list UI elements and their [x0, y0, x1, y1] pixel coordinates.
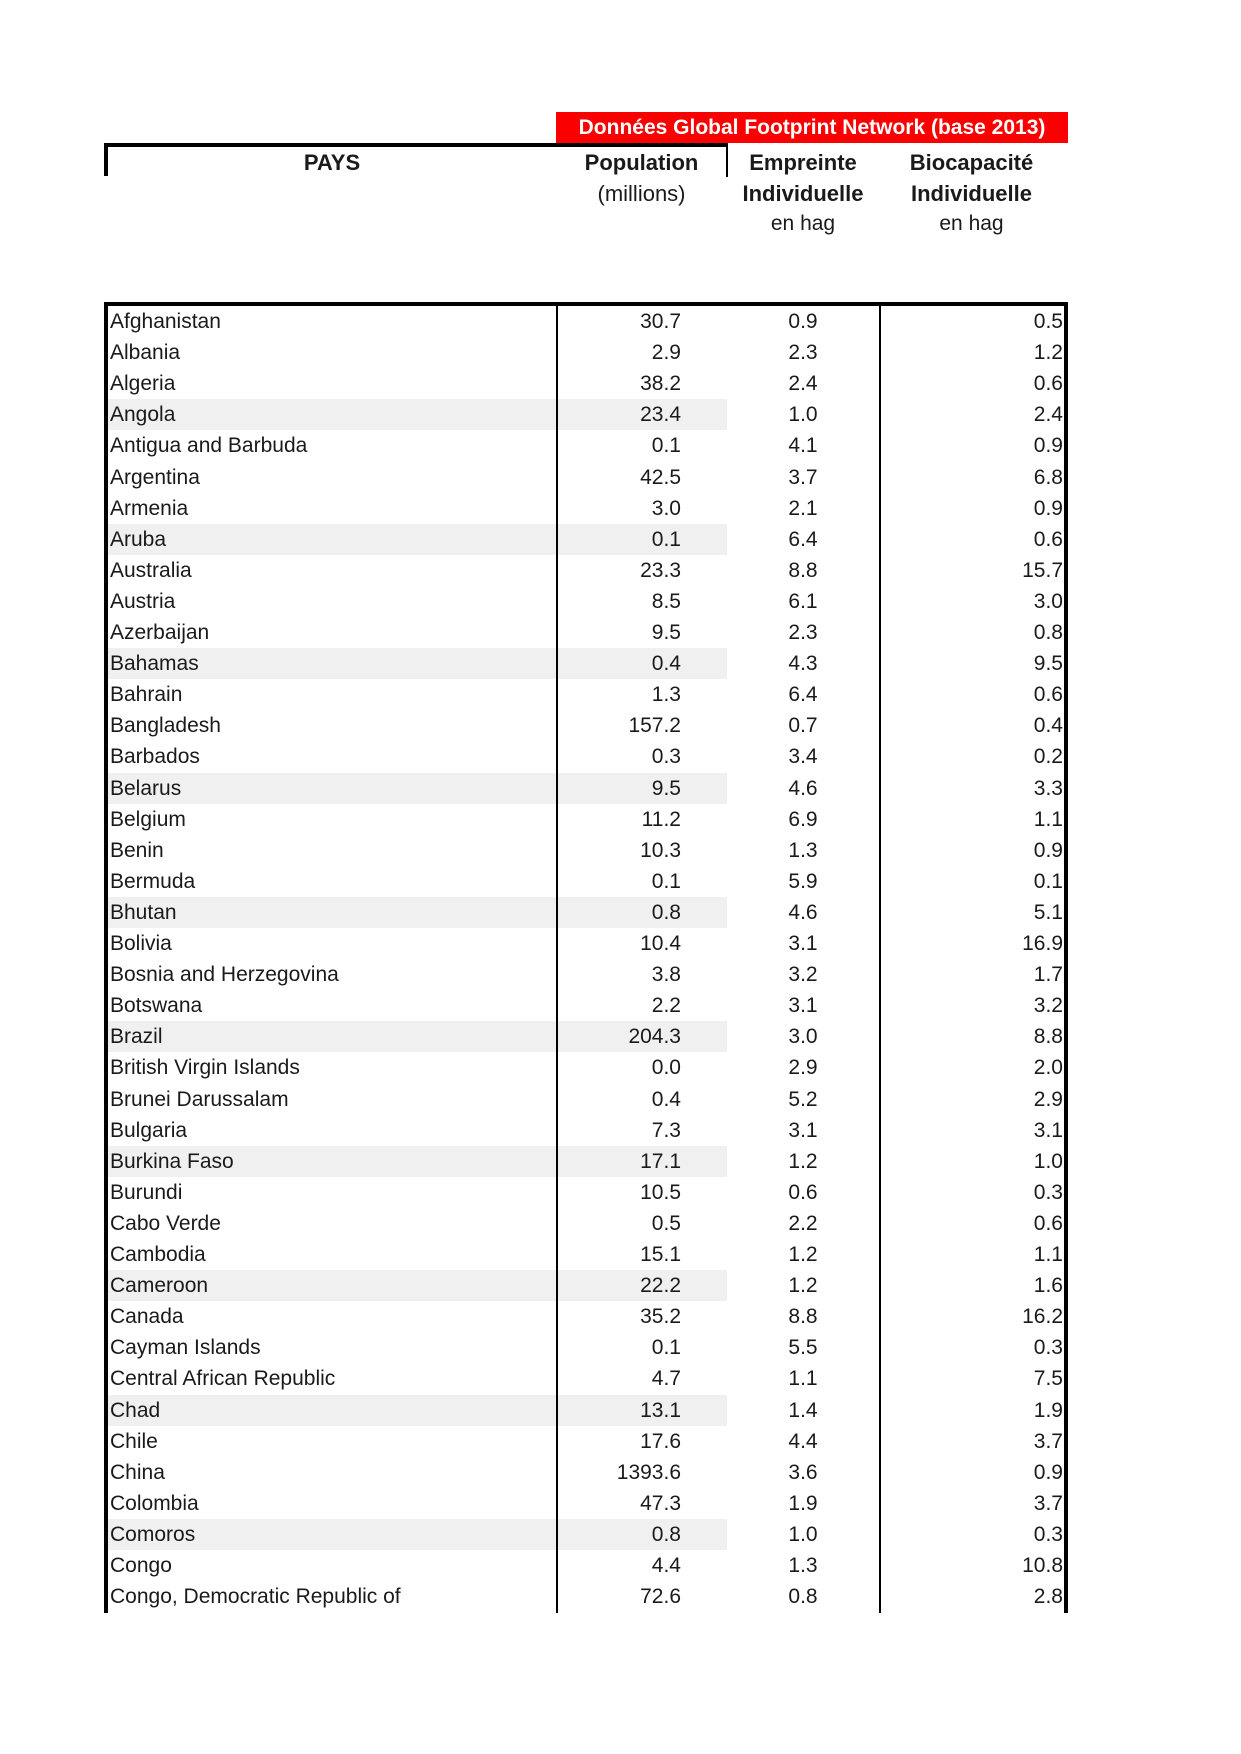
- population-cell: 0.1: [651, 1336, 681, 1360]
- population-cell: 3.8: [651, 963, 681, 987]
- biocapacite-cell: 9.5: [1033, 652, 1063, 676]
- table-divider-empreinte-biocapacite: [879, 306, 881, 1613]
- empreinte-cell: 1.1: [788, 1367, 818, 1391]
- table-row: [104, 679, 1068, 710]
- empreinte-cell: 6.1: [788, 589, 818, 613]
- empreinte-cell: 1.4: [788, 1398, 818, 1422]
- biocapacite-cell: 3.7: [1033, 1491, 1063, 1515]
- country-cell: Colombia: [110, 1491, 199, 1515]
- table-row: [104, 959, 1068, 990]
- empreinte-cell: 2.9: [788, 1056, 818, 1080]
- population-cell: 9.5: [651, 776, 681, 800]
- country-cell: Bangladesh: [110, 714, 221, 738]
- country-cell: Cameroon: [110, 1274, 209, 1298]
- table-row: [104, 1021, 1068, 1052]
- country-cell: British Virgin Islands: [110, 1056, 300, 1080]
- empreinte-cell: 4.6: [788, 900, 818, 924]
- country-cell: Belgium: [110, 807, 186, 831]
- table-border-right: [1064, 302, 1068, 1613]
- biocapacite-cell: 1.0: [1033, 1149, 1063, 1173]
- table-row: [104, 586, 1068, 617]
- empreinte-cell: 1.2: [788, 1149, 818, 1173]
- column-header-population: Population: [584, 150, 699, 175]
- population-cell: 30.7: [640, 310, 681, 333]
- biocapacite-cell: 0.1: [1033, 869, 1063, 893]
- country-cell: Burkina Faso: [110, 1149, 234, 1173]
- biocapacite-cell: 0.9: [1033, 838, 1063, 862]
- table-row: [104, 1488, 1068, 1519]
- biocapacite-cell: 10.8: [1022, 1554, 1063, 1577]
- column-subheader-population-millions: (millions): [597, 181, 686, 206]
- table-row: [104, 1301, 1068, 1332]
- table-row: [104, 1457, 1068, 1488]
- empreinte-cell: 8.8: [788, 1305, 818, 1329]
- population-cell: 11.2: [641, 807, 681, 831]
- table-divider-pays-population: [556, 306, 558, 1613]
- biocapacite-cell: 3.7: [1033, 1429, 1063, 1453]
- country-cell: Botswana: [110, 994, 203, 1018]
- table-row: [104, 1239, 1068, 1270]
- country-cell: Angola: [110, 403, 176, 427]
- table-row: [104, 368, 1068, 399]
- country-cell: Azerbaijan: [110, 621, 210, 644]
- empreinte-cell: 6.4: [788, 683, 818, 707]
- column-header-biocapacite: Biocapacité: [909, 150, 1034, 175]
- empreinte-cell: 5.2: [788, 1087, 818, 1111]
- biocapacite-cell: 1.7: [1033, 963, 1063, 987]
- biocapacite-cell: 0.6: [1033, 683, 1063, 707]
- table-row: [104, 648, 1068, 679]
- empreinte-cell: 2.3: [788, 341, 818, 365]
- population-cell: 17.1: [640, 1149, 681, 1173]
- population-cell: 0.3: [651, 745, 681, 769]
- table-row: [104, 1426, 1068, 1457]
- country-cell: Chile: [110, 1429, 158, 1453]
- biocapacite-cell: 0.5: [1033, 310, 1063, 333]
- empreinte-cell: 2.1: [788, 496, 818, 520]
- population-cell: 0.1: [651, 527, 681, 551]
- header-top-border: [104, 143, 728, 147]
- population-cell: 10.4: [640, 932, 681, 955]
- empreinte-cell: 1.0: [788, 403, 818, 427]
- empreinte-cell: 1.3: [788, 1554, 818, 1577]
- population-cell: 0.8: [651, 1522, 681, 1546]
- country-cell: Argentina: [110, 465, 200, 489]
- empreinte-cell: 2.2: [788, 1211, 818, 1235]
- population-cell: 2.9: [651, 341, 681, 365]
- biocapacite-cell: 0.3: [1033, 1180, 1063, 1204]
- table-row: [104, 493, 1068, 524]
- table-row: [104, 928, 1068, 959]
- country-cell: Brunei Darussalam: [110, 1087, 289, 1111]
- biocapacite-cell: 0.6: [1033, 372, 1063, 396]
- population-cell: 22.2: [640, 1274, 681, 1298]
- biocapacite-cell: 1.9: [1033, 1398, 1063, 1422]
- country-cell: Bermuda: [110, 869, 196, 893]
- empreinte-cell: 5.9: [788, 869, 818, 893]
- empreinte-cell: 1.9: [788, 1491, 818, 1515]
- country-cell: Aruba: [110, 527, 167, 551]
- biocapacite-cell: 0.2: [1033, 745, 1063, 769]
- table-row: [104, 1146, 1068, 1177]
- table-row: [104, 617, 1068, 648]
- country-cell: Bosnia and Herzegovina: [110, 963, 339, 987]
- population-cell: 15.1: [640, 1243, 681, 1266]
- population-cell: 4.4: [651, 1554, 681, 1577]
- population-cell: 0.1: [651, 434, 681, 458]
- biocapacite-cell: 8.8: [1033, 1025, 1063, 1049]
- table-row: [104, 1177, 1068, 1208]
- country-cell: Brazil: [110, 1025, 163, 1049]
- population-cell: 47.3: [640, 1491, 681, 1515]
- empreinte-cell: 1.0: [788, 1522, 818, 1546]
- population-cell: 17.6: [640, 1429, 681, 1453]
- population-cell: 42.5: [640, 465, 681, 489]
- country-cell: Cambodia: [110, 1243, 206, 1266]
- biocapacite-cell: 7.5: [1033, 1367, 1063, 1391]
- population-cell: 1393.6: [616, 1460, 681, 1484]
- empreinte-cell: 1.2: [788, 1274, 818, 1298]
- table-row: [104, 1270, 1068, 1301]
- population-cell: 3.0: [651, 496, 681, 520]
- country-cell: Cabo Verde: [110, 1211, 221, 1235]
- country-cell: Central African Republic: [110, 1367, 336, 1391]
- country-cell: Afghanistan: [110, 310, 221, 333]
- population-cell: 0.1: [651, 869, 681, 893]
- country-cell: Armenia: [110, 496, 189, 520]
- biocapacite-cell: 1.6: [1033, 1274, 1063, 1298]
- population-cell: 1.3: [651, 683, 681, 707]
- empreinte-cell: 3.1: [788, 932, 818, 955]
- table-row: [104, 462, 1068, 493]
- biocapacite-cell: 0.8: [1033, 621, 1063, 644]
- empreinte-cell: 3.4: [788, 745, 818, 769]
- empreinte-cell: 8.8: [788, 558, 818, 582]
- empreinte-cell: 0.7: [788, 714, 818, 738]
- population-cell: 157.2: [628, 714, 681, 738]
- biocapacite-cell: 0.6: [1033, 1211, 1063, 1235]
- table-row: [104, 1084, 1068, 1115]
- biocapacite-cell: 6.8: [1033, 465, 1063, 489]
- country-cell: Albania: [110, 341, 181, 365]
- table-row: [104, 1363, 1068, 1394]
- column-subheader-empreinte-individuelle: Individuelle: [742, 181, 864, 206]
- country-cell: Benin: [110, 838, 164, 862]
- table-row: [104, 306, 1068, 337]
- country-cell: Bhutan: [110, 900, 177, 924]
- country-cell: Congo: [110, 1554, 172, 1577]
- biocapacite-cell: 16.9: [1022, 932, 1063, 955]
- table-row: [104, 835, 1068, 866]
- table-row: [104, 866, 1068, 897]
- table-row: [104, 990, 1068, 1021]
- column-subheader-biocapacite-individuelle: Individuelle: [910, 181, 1033, 206]
- country-cell: Bahrain: [110, 683, 183, 707]
- biocapacite-cell: 3.2: [1033, 994, 1063, 1018]
- country-cell: Barbados: [110, 745, 200, 769]
- country-cell: Belarus: [110, 776, 182, 800]
- empreinte-cell: 3.1: [788, 1118, 818, 1142]
- population-cell: 0.0: [651, 1056, 681, 1080]
- biocapacite-cell: 1.1: [1033, 807, 1063, 831]
- biocapacite-cell: 2.8: [1033, 1585, 1063, 1609]
- biocapacite-cell: 2.4: [1033, 403, 1063, 427]
- country-data-table: [104, 302, 1068, 1613]
- population-cell: 72.6: [640, 1585, 681, 1609]
- population-cell: 0.5: [651, 1211, 681, 1235]
- population-cell: 35.2: [640, 1305, 681, 1329]
- column-unit-biocapacite-en-hag: en hag: [939, 212, 1004, 235]
- biocapacite-cell: 0.9: [1033, 434, 1063, 458]
- table-row: [104, 1581, 1068, 1612]
- table-row: [104, 337, 1068, 368]
- country-cell: Bolivia: [110, 932, 172, 955]
- population-cell: 10.5: [640, 1180, 681, 1204]
- biocapacite-cell: 0.3: [1033, 1336, 1063, 1360]
- population-cell: 8.5: [651, 589, 681, 613]
- empreinte-cell: 3.1: [788, 994, 818, 1018]
- biocapacite-cell: 0.9: [1033, 496, 1063, 520]
- country-cell: Burundi: [110, 1180, 183, 1204]
- empreinte-cell: 6.4: [788, 527, 818, 551]
- country-cell: Antigua and Barbuda: [110, 434, 308, 458]
- empreinte-cell: 1.2: [788, 1243, 818, 1266]
- empreinte-cell: 2.3: [788, 621, 818, 644]
- country-cell: Congo, Democratic Republic of: [110, 1585, 401, 1609]
- country-cell: Comoros: [110, 1522, 196, 1546]
- country-cell: Bahamas: [110, 652, 199, 676]
- empreinte-cell: 2.4: [788, 372, 818, 396]
- country-cell: Australia: [110, 558, 192, 582]
- table-border-left: [104, 302, 108, 1613]
- empreinte-cell: 5.5: [788, 1336, 818, 1360]
- biocapacite-cell: 3.0: [1033, 589, 1063, 613]
- empreinte-cell: 4.1: [788, 434, 818, 458]
- table-row: [104, 741, 1068, 772]
- country-cell: China: [110, 1460, 165, 1484]
- table-row: [104, 1208, 1068, 1239]
- biocapacite-cell: 1.1: [1033, 1243, 1063, 1266]
- population-cell: 38.2: [640, 372, 681, 396]
- empreinte-cell: 3.7: [788, 465, 818, 489]
- column-unit-empreinte-en-hag: en hag: [770, 212, 836, 235]
- population-cell: 4.7: [651, 1367, 681, 1391]
- table-row: [104, 555, 1068, 586]
- population-cell: 7.3: [651, 1118, 681, 1142]
- biocapacite-cell: 3.1: [1033, 1118, 1063, 1142]
- table-row: [104, 399, 1068, 430]
- column-header-empreinte: Empreinte: [749, 150, 857, 175]
- biocapacite-cell: 5.1: [1033, 900, 1063, 924]
- empreinte-cell: 6.9: [788, 807, 818, 831]
- table-row: [104, 1519, 1068, 1550]
- country-cell: Algeria: [110, 372, 176, 396]
- table-row: [104, 1550, 1068, 1581]
- country-cell: Canada: [110, 1305, 184, 1329]
- empreinte-cell: 3.2: [788, 963, 818, 987]
- table-row: [104, 897, 1068, 928]
- biocapacite-cell: 0.6: [1033, 527, 1063, 551]
- empreinte-cell: 4.6: [788, 776, 818, 800]
- table-row: [104, 524, 1068, 555]
- population-cell: 13.1: [640, 1398, 681, 1422]
- country-cell: Austria: [110, 589, 176, 613]
- empreinte-cell: 0.8: [788, 1585, 818, 1609]
- table-row: [104, 1115, 1068, 1146]
- country-cell: Cayman Islands: [110, 1336, 261, 1360]
- population-cell: 9.5: [651, 621, 681, 644]
- biocapacite-cell: 15.7: [1022, 558, 1063, 582]
- population-cell: 23.4: [640, 403, 681, 427]
- population-cell: 23.3: [640, 558, 681, 582]
- empreinte-cell: 3.0: [788, 1025, 818, 1049]
- empreinte-cell: 0.9: [788, 310, 818, 333]
- table-border-top: [104, 302, 1068, 306]
- empreinte-cell: 4.4: [788, 1429, 818, 1453]
- empreinte-cell: 1.3: [788, 838, 818, 862]
- population-cell: 2.2: [651, 994, 681, 1018]
- table-row: [104, 430, 1068, 461]
- table-row: [104, 1332, 1068, 1363]
- country-cell: Bulgaria: [110, 1118, 188, 1142]
- biocapacite-cell: 3.3: [1033, 776, 1063, 800]
- table-row: [104, 710, 1068, 741]
- country-cell: Chad: [110, 1398, 161, 1422]
- population-cell: 0.4: [651, 652, 681, 676]
- biocapacite-cell: 16.2: [1022, 1305, 1063, 1329]
- biocapacite-cell: 0.9: [1033, 1460, 1063, 1484]
- table-row: [104, 1395, 1068, 1426]
- population-cell: 0.8: [651, 900, 681, 924]
- population-cell: 0.4: [651, 1087, 681, 1111]
- biocapacite-cell: 2.9: [1033, 1087, 1063, 1111]
- empreinte-cell: 4.3: [788, 652, 818, 676]
- data-source-banner: Données Global Footprint Network (base 2013): [556, 112, 1068, 143]
- population-cell: 10.3: [640, 838, 681, 862]
- table-row: [104, 773, 1068, 804]
- population-cell: 204.3: [628, 1025, 681, 1049]
- column-header-pays: PAYS: [303, 150, 361, 175]
- table-row: [104, 1052, 1068, 1083]
- table-row: [104, 804, 1068, 835]
- empreinte-cell: 0.6: [788, 1180, 818, 1204]
- biocapacite-cell: 2.0: [1033, 1056, 1063, 1080]
- biocapacite-cell: 0.3: [1033, 1522, 1063, 1546]
- biocapacite-cell: 1.2: [1033, 341, 1063, 365]
- empreinte-cell: 3.6: [788, 1460, 818, 1484]
- biocapacite-cell: 0.4: [1033, 714, 1063, 738]
